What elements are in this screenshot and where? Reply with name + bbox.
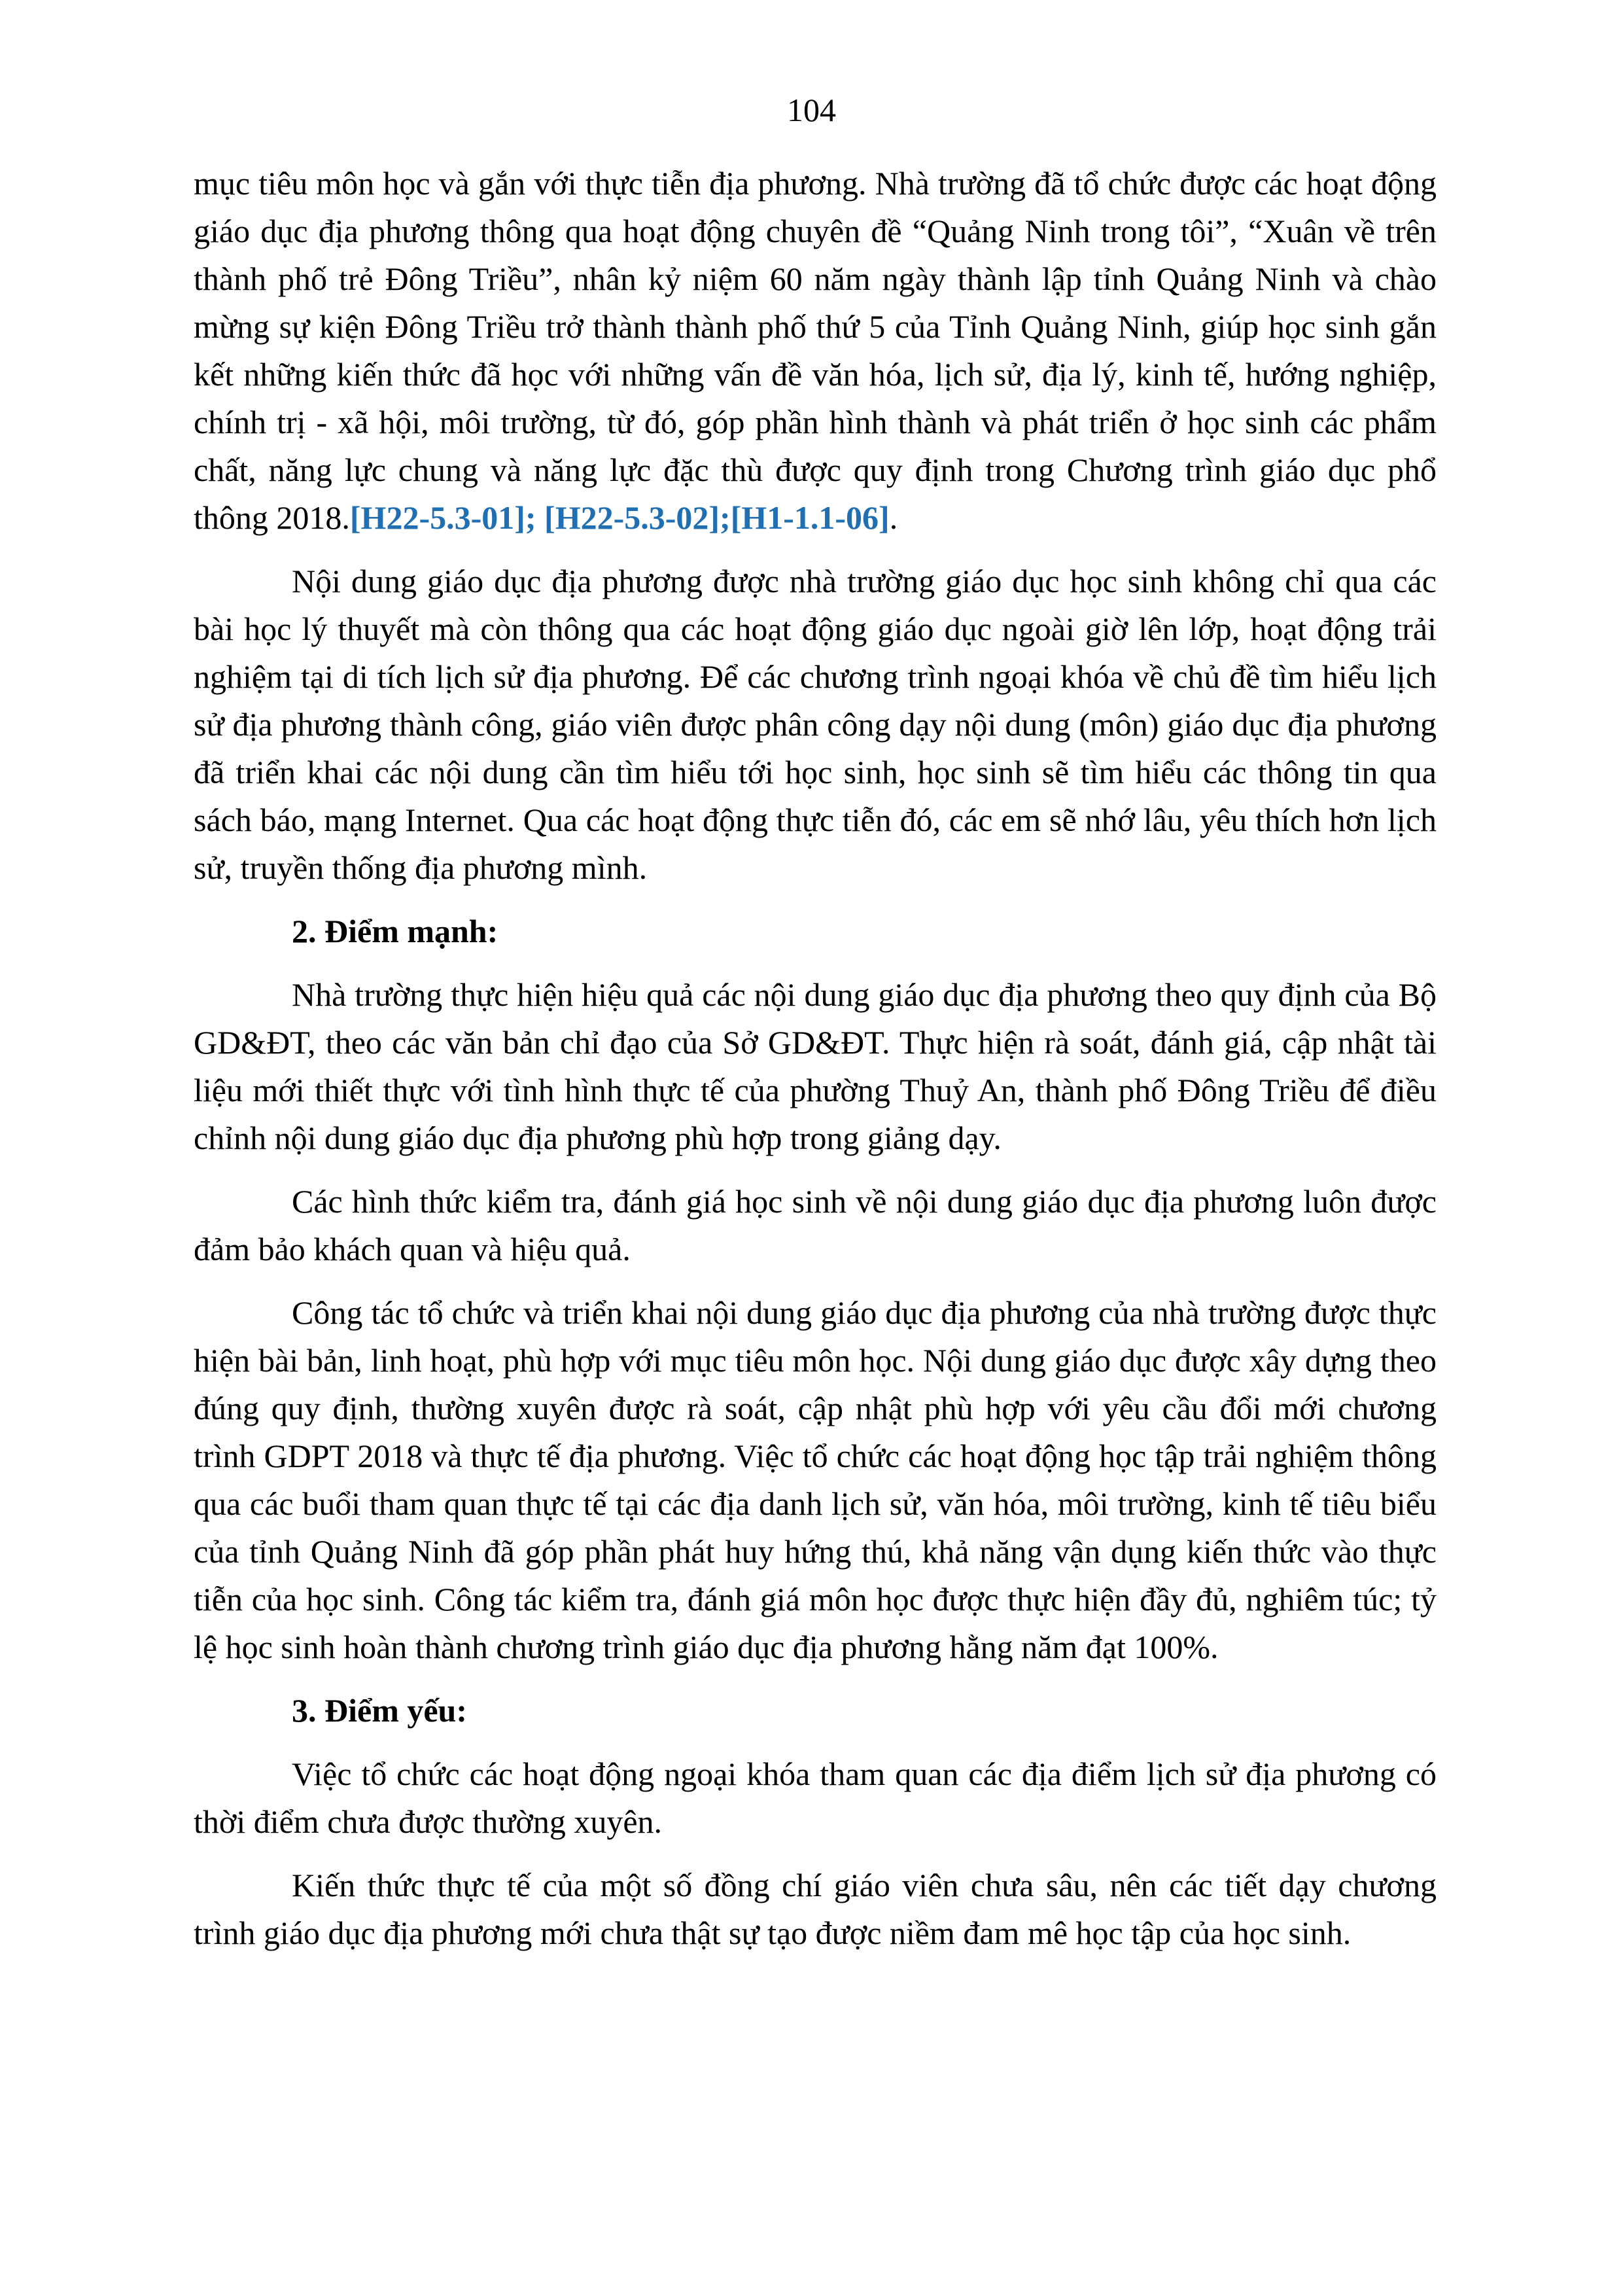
paragraph-local-education-content: Nội dung giáo dục địa phương được nhà trường giáo dục học sinh không chỉ qua các bài học lý thuyết mà còn thông qua các hoạt động giáo dục ngoài giờ lên lớp, hoạt động trải nghiệm tại di tích lịch sử địa phương. Để các chương trình ngoại khóa về chủ đề tìm hiểu lịch sử địa phương thành công, giáo viên được phân công dạy nội dung (môn) giáo dục địa phương đã triển khai các nội dung cần tìm hiểu tới học sinh, học sinh sẽ tìm hiểu các thông tin qua sách báo, mạng Internet. Qua các hoạt động thực tiễn đó, các em sẽ nhớ lâu, yêu thích hơn lịch sử, truyền thống địa phương mình.	[194, 563, 1437, 886]
paragraph-weakness-teacher-knowledge: Kiến thức thực tế của một số đồng chí giáo viên chưa sâu, nên các tiết dạy chương trình giáo dục địa phương mới chưa thật sự tạo được niềm đam mê học tập của học sinh.	[194, 1867, 1437, 1951]
evidence-references: [H22-5.3-01]; [H22-5.3-02];[H1-1.1-06]	[349, 499, 890, 536]
paragraph-end: .	[889, 499, 898, 536]
paragraph-text: mục tiêu môn học và gắn với thực tiễn địa phương. Nhà trường đã tổ chức được các hoạt động giáo dục địa phương thông qua hoạt động chuyên đề “Quảng Ninh trong tôi”, “Xuân về trên thành phố trẻ Đông Triều”, nhân kỷ niệm 60 năm ngày thành lập tỉnh Quảng Ninh và chào mừng sự kiện Đông Triều trở thành thành phố thứ 5 của Tỉnh Quảng Ninh, giúp học sinh gắn kết những kiến thức đã học với những vấn đề văn hóa, lịch sử, địa lý, kinh tế, hướng nghiệp, chính trị - xã hội, môi trường, từ đó, góp phần hình thành và phát triển ở học sinh các phẩm chất, năng lực chung và năng lực đặc thù được quy định trong Chương trình giáo dục phổ thông 2018.	[194, 165, 1437, 536]
paragraph-strength-organization: Công tác tổ chức và triển khai nội dung giáo dục địa phương của nhà trường được thực hiện bài bản, linh hoạt, phù hợp với mục tiêu môn học. Nội dung giáo dục được xây dựng theo đúng quy định, thường xuyên được rà soát, cập nhật phù hợp với yêu cầu đổi mới chương trình GDPT 2018 và thực tế địa phương. Việc tổ chức các hoạt động học tập trải nghiệm thông qua các buổi tham quan thực tế tại các địa danh lịch sử, văn hóa, môi trường, kinh tế tiêu biểu của tỉnh Quảng Ninh đã góp phần phát huy hứng thú, khả năng vận dụng kiến thức vào thực tiễn của học sinh. Công tác kiểm tra, đánh giá môn học được thực hiện đầy đủ, nghiêm túc; tỷ lệ học sinh hoàn thành chương trình giáo dục địa phương hằng năm đạt 100%.	[194, 1294, 1437, 1665]
paragraph-strength-assessment: Các hình thức kiểm tra, đánh giá học sinh về nội dung giáo dục địa phương luôn được đảm bảo khách quan và hiệu quả.	[194, 1183, 1437, 1267]
page-number: 104	[787, 92, 836, 128]
paragraph-continued	[194, 160, 1437, 542]
paragraph-strength-implementation: Nhà trường thực hiện hiệu quả các nội dung giáo dục địa phương theo quy định của Bộ GD&ĐT, theo các văn bản chỉ đạo của Sở GD&ĐT. Thực hiện rà soát, đánh giá, cập nhật tài liệu mới thiết thực với tình hình thực tế của phường Thuỷ An, thành phố Đông Triều để điều chỉnh nội dung giáo dục địa phương phù hợp trong giảng dạy.	[194, 976, 1437, 1156]
document-body	[194, 160, 1437, 1973]
paragraph-weakness-extracurricular: Việc tổ chức các hoạt động ngoại khóa tham quan các địa điểm lịch sử địa phương có thời điểm chưa được thường xuyên.	[194, 1756, 1437, 1840]
heading-weaknesses: 3. Điểm yếu:	[292, 1692, 467, 1729]
heading-strengths: 2. Điểm mạnh:	[292, 913, 498, 949]
